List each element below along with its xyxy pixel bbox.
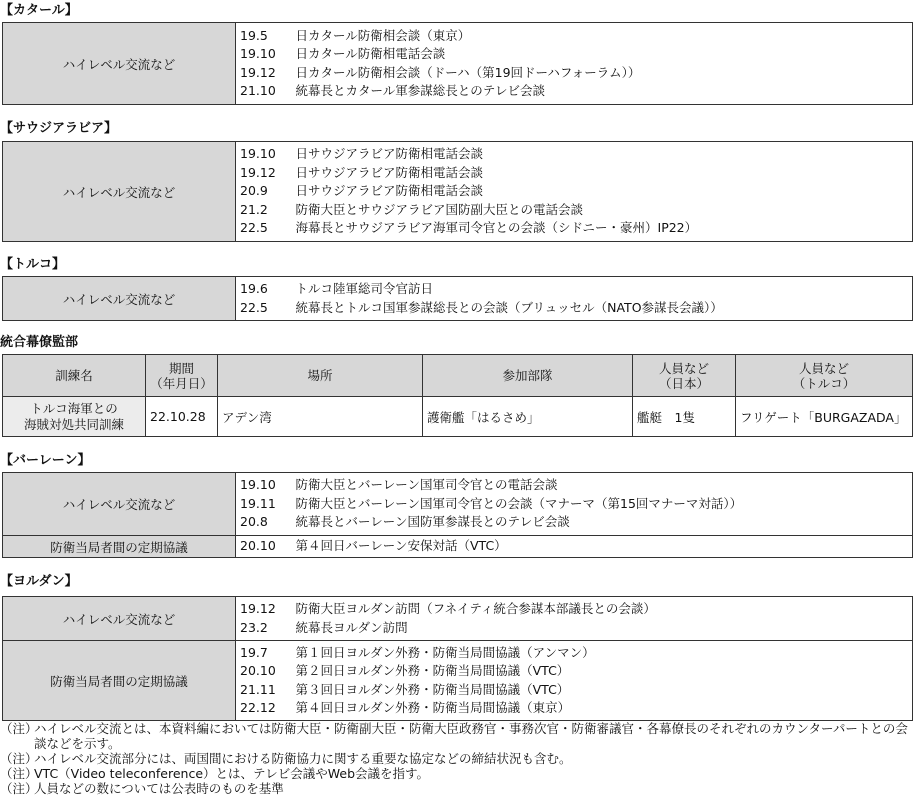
list-line: 19.10 (240, 46, 276, 61)
list-line: 日カタール防衛相会談（ドーハ（第19回ドーハフォーラム）） (295, 64, 641, 80)
table-jordan (2, 596, 913, 721)
list-line: 防衛大臣ヨルダン訪問（フネイティ統合参謀本部議長との会談） (295, 601, 656, 616)
items-cell (292, 597, 913, 641)
table-saudi (2, 141, 913, 242)
note-label: （注） (0, 721, 38, 736)
items-cell (292, 142, 913, 242)
section-title-bahrain: 【バーレーン】 (0, 453, 91, 468)
list-line: 日サウジアラビア防衛相電話会談 (295, 164, 484, 180)
cell-training-name: トルコ海軍との 海賊対処共同訓練 (3, 397, 146, 437)
dates-cell (236, 23, 292, 105)
category-cell: ハイレベル交流など (3, 23, 236, 105)
cell-place: アデン湾 (218, 397, 423, 437)
cell-personnel-japan: 艦艇 1隻 (633, 397, 736, 437)
category-cell-2: 防衛当局者間の定期協議 (3, 641, 236, 721)
note-4 (0, 781, 916, 796)
table-exercise (2, 354, 913, 437)
list-line: 統幕長とトルコ国軍参謀総長との会談（ブリュッセル（NATO参謀長会議）） (295, 299, 723, 315)
note-text: ハイレベル交流とは、本資料編においては防衛大臣・防衛副大臣・防衛大臣政務官・事務次官・防衛審議官・各幕僚長のそれぞれのカウンターパートとの会談などを示す。 (34, 721, 908, 751)
note-3 (0, 766, 916, 781)
note-text: ハイレベル交流部分には、両国間における防衛協力に関する重要な協定などの締結状況も含む。 (34, 751, 572, 766)
table-qatar (2, 22, 913, 105)
list-line: 統幕長とバーレーン国防軍参謀長とのテレビ会談 (295, 514, 570, 530)
header-place: 場所 (218, 355, 423, 397)
dates-cell (236, 142, 292, 242)
list-line: 19.12 (240, 164, 276, 180)
header-personnel-japan: 人員など （日本） (633, 355, 736, 397)
section-title-jordan: 【ヨルダン】 (0, 574, 78, 589)
dates-cell-2 (236, 641, 292, 721)
dates-cell (236, 597, 292, 641)
list-line: 21.11 (240, 681, 276, 697)
list-line: 20.9 (240, 183, 268, 199)
list-line: 19.5 (240, 27, 268, 43)
note-text: VTC（Video teleconference）とは、テレビ会議やWeb会議を指す。 (34, 766, 430, 781)
list-line: 19.12 (240, 601, 276, 616)
list-line: 海幕長とサウジアラビア海軍司令官との会談（シドニー・豪州）IP22） (295, 220, 698, 236)
list-line: 22.12 (240, 700, 276, 715)
list-line: 第３回日ヨルダン外務・防衛当局間協議（VTC） (295, 681, 570, 697)
header-personnel-turkey: 人員など （トルコ） (736, 355, 913, 397)
list-line: 日サウジアラビア防衛相電話会談 (295, 183, 484, 199)
items-cell (292, 473, 913, 536)
list-line: 統幕長ヨルダン訪問 (295, 619, 408, 635)
list-line: 第４回日バーレーン安保対話（VTC） (295, 538, 507, 554)
list-line: 23.2 (240, 619, 268, 635)
dates-cell (236, 473, 292, 536)
list-line: 21.10 (240, 83, 276, 98)
list-line: 日サウジアラビア防衛相電話会談 (295, 146, 484, 162)
list-line: トルコ陸軍総司令官訪日 (295, 281, 434, 296)
category-cell: ハイレベル交流など (3, 473, 236, 536)
list-line: 統幕長とカタール軍参謀総長とのテレビ会談 (295, 83, 546, 98)
list-line: 19.12 (240, 64, 276, 80)
list-line: 19.10 (240, 146, 276, 162)
list-line: 19.6 (240, 281, 268, 296)
list-line: 日カタール防衛相電話会談 (295, 46, 446, 61)
note-text: 人員などの数については公表時のものを基準 (34, 781, 284, 796)
section-title-turkey: 【トルコ】 (0, 257, 66, 272)
header-training-name: 訓練名 (3, 355, 146, 397)
items-cell (292, 277, 913, 321)
list-line: 防衛大臣とサウジアラビア国防副大臣との電話会談 (295, 201, 584, 217)
list-line: 21.2 (240, 201, 268, 217)
category-cell: ハイレベル交流など (3, 142, 236, 242)
dates-cell (236, 277, 292, 321)
list-line: 19.11 (240, 495, 276, 511)
section-title-saudi: 【サウジアラビア】 (0, 121, 118, 136)
items-cell (292, 23, 913, 105)
dates-cell-2 (236, 536, 292, 558)
category-cell-2: 防衛当局者間の定期協議 (3, 536, 236, 558)
list-line: 20.10 (240, 538, 276, 554)
list-line: 19.10 (240, 477, 276, 493)
note-2 (0, 751, 916, 766)
list-line: 第２回日ヨルダン外務・防衛当局間協議（VTC） (295, 663, 570, 678)
table-turkey (2, 276, 913, 321)
list-line: 20.8 (240, 514, 268, 530)
category-cell: ハイレベル交流など (3, 597, 236, 641)
list-line: 防衛大臣とバーレーン国軍司令官との電話会談 (295, 477, 558, 493)
section-title-exercise: 統合幕僚監部 (0, 335, 79, 350)
cell-period: 22.10.28 (146, 397, 218, 437)
cell-personnel-turkey: フリゲート「BURGAZADA」 (736, 397, 913, 437)
note-label: （注） (0, 766, 38, 781)
list-line: 日カタール防衛相会談（東京） (295, 27, 471, 43)
note-1 (0, 721, 916, 751)
table-bahrain (2, 472, 913, 558)
list-line: 第１回日ヨルダン外務・防衛当局間協議（アンマン） (295, 644, 595, 660)
items-cell-2 (292, 641, 913, 721)
cell-units: 護衛艦「はるさめ」 (423, 397, 633, 437)
list-line: 22.5 (240, 220, 268, 236)
section-title-qatar: 【カタール】 (0, 3, 78, 18)
items-cell-2 (292, 536, 913, 558)
note-label: （注） (0, 781, 38, 796)
note-label: （注） (0, 751, 38, 766)
header-period: 期間 （年月日） (146, 355, 218, 397)
list-line: 19.7 (240, 644, 268, 660)
list-line: 22.5 (240, 299, 268, 315)
category-cell: ハイレベル交流など (3, 277, 236, 321)
list-line: 防衛大臣とバーレーン国軍司令官との会談（マナーマ（第15回マナーマ対話）） (295, 495, 743, 511)
list-line: 20.10 (240, 663, 276, 678)
list-line: 第４回日ヨルダン外務・防衛当局間協議（東京） (295, 700, 571, 715)
header-units: 参加部隊 (423, 355, 633, 397)
notes (0, 721, 916, 796)
